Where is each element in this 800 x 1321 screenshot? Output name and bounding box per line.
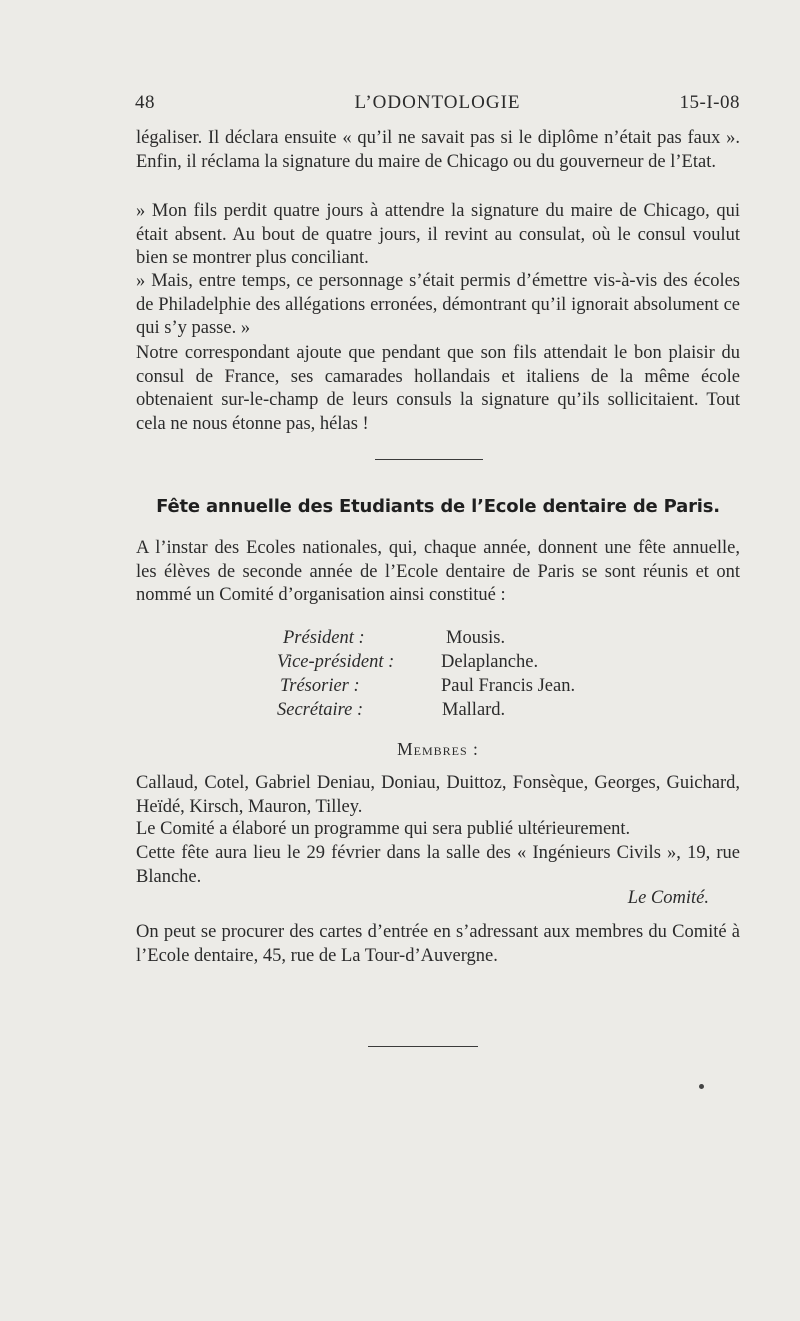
paragraph-allegations: » Mais, entre temps, ce personnage s’était permis d’émettre vis-à-vis des écoles de Philadelphie des allégations erronées, démontrant qu’il ignorait absolument ce qui s’y passe. » — [136, 271, 740, 338]
paragraph-members: Callaud, Cotel, Gabriel Deniau, Doniau, Duittoz, Fonsèque, Georges, Guichard, Heïdé, Kirsch, Mauron, Tilley. — [136, 773, 740, 817]
page-number: 48 — [135, 92, 155, 113]
officer-role: Trésorier : — [280, 676, 360, 696]
officer-name: Paul Francis Jean. — [441, 676, 576, 696]
paragraph-correspondent: Notre correspondant ajoute que pendant que son fils attendait le bon plaisir du consul de France, ses camarades hollandais et italiens de la même école obtenaient sur-le-champ de leurs consuls la signature qu’ils sollicitaient. Tout cela ne nous étonne pas, hélas ! — [136, 343, 740, 434]
officer-role: Président : — [283, 628, 365, 648]
running-header — [135, 92, 740, 120]
section-divider — [375, 459, 483, 460]
officer-role: Vice-président : — [277, 652, 395, 672]
paragraph-four-days: » Mon fils perdit quatre jours à attendre la signature du maire de Chicago, qui était absent. Au bout de quatre jours, il revint au consulat, où le consul voulut bien se montrer plus conciliant. — [136, 201, 740, 268]
journal-title: L’ODONTOLOGIE — [354, 92, 521, 113]
members-heading: Membres : — [397, 739, 479, 759]
ink-speck — [699, 1084, 704, 1089]
paragraph-intro: A l’instar des Ecoles nationales, qui, chaque année, donnent une fête annuelle, les élèves de seconde année de l’Ecole dentaire de Paris se sont réunis et ont nommé un Comité d’organisation ainsi constitué : — [136, 538, 740, 605]
officer-name: Mallard. — [442, 700, 506, 720]
paragraph-event: Cette fête aura lieu le 29 février dans la salle des « Ingénieurs Civils », 19, rue Blanche. — [136, 843, 740, 887]
paragraph-program: Le Comité a élaboré un programme qui sera publié ultérieurement. — [136, 819, 631, 839]
officer-name: Mousis. — [446, 628, 506, 648]
section-title: Fête annuelle des Etudiants de l’Ecole dentaire de Paris. — [156, 496, 720, 517]
issue-date: 15-I-08 — [679, 92, 740, 113]
paragraph-tickets: On peut se procurer des cartes d’entrée en s’adressant aux membres du Comité à l’Ecole dentaire, 45, rue de La Tour-d’Auvergne. — [136, 922, 740, 966]
end-divider — [368, 1046, 478, 1047]
paragraph-legaliser: légaliser. Il déclara ensuite « qu’il ne savait pas si le diplôme n’était pas faux ». Enfin, il réclama la signature du maire de Chicago ou du gouverneur de l’Etat. — [136, 128, 740, 172]
signature: Le Comité. — [627, 888, 709, 908]
officer-name: Delaplanche. — [441, 652, 539, 672]
officer-role: Secrétaire : — [277, 700, 364, 720]
